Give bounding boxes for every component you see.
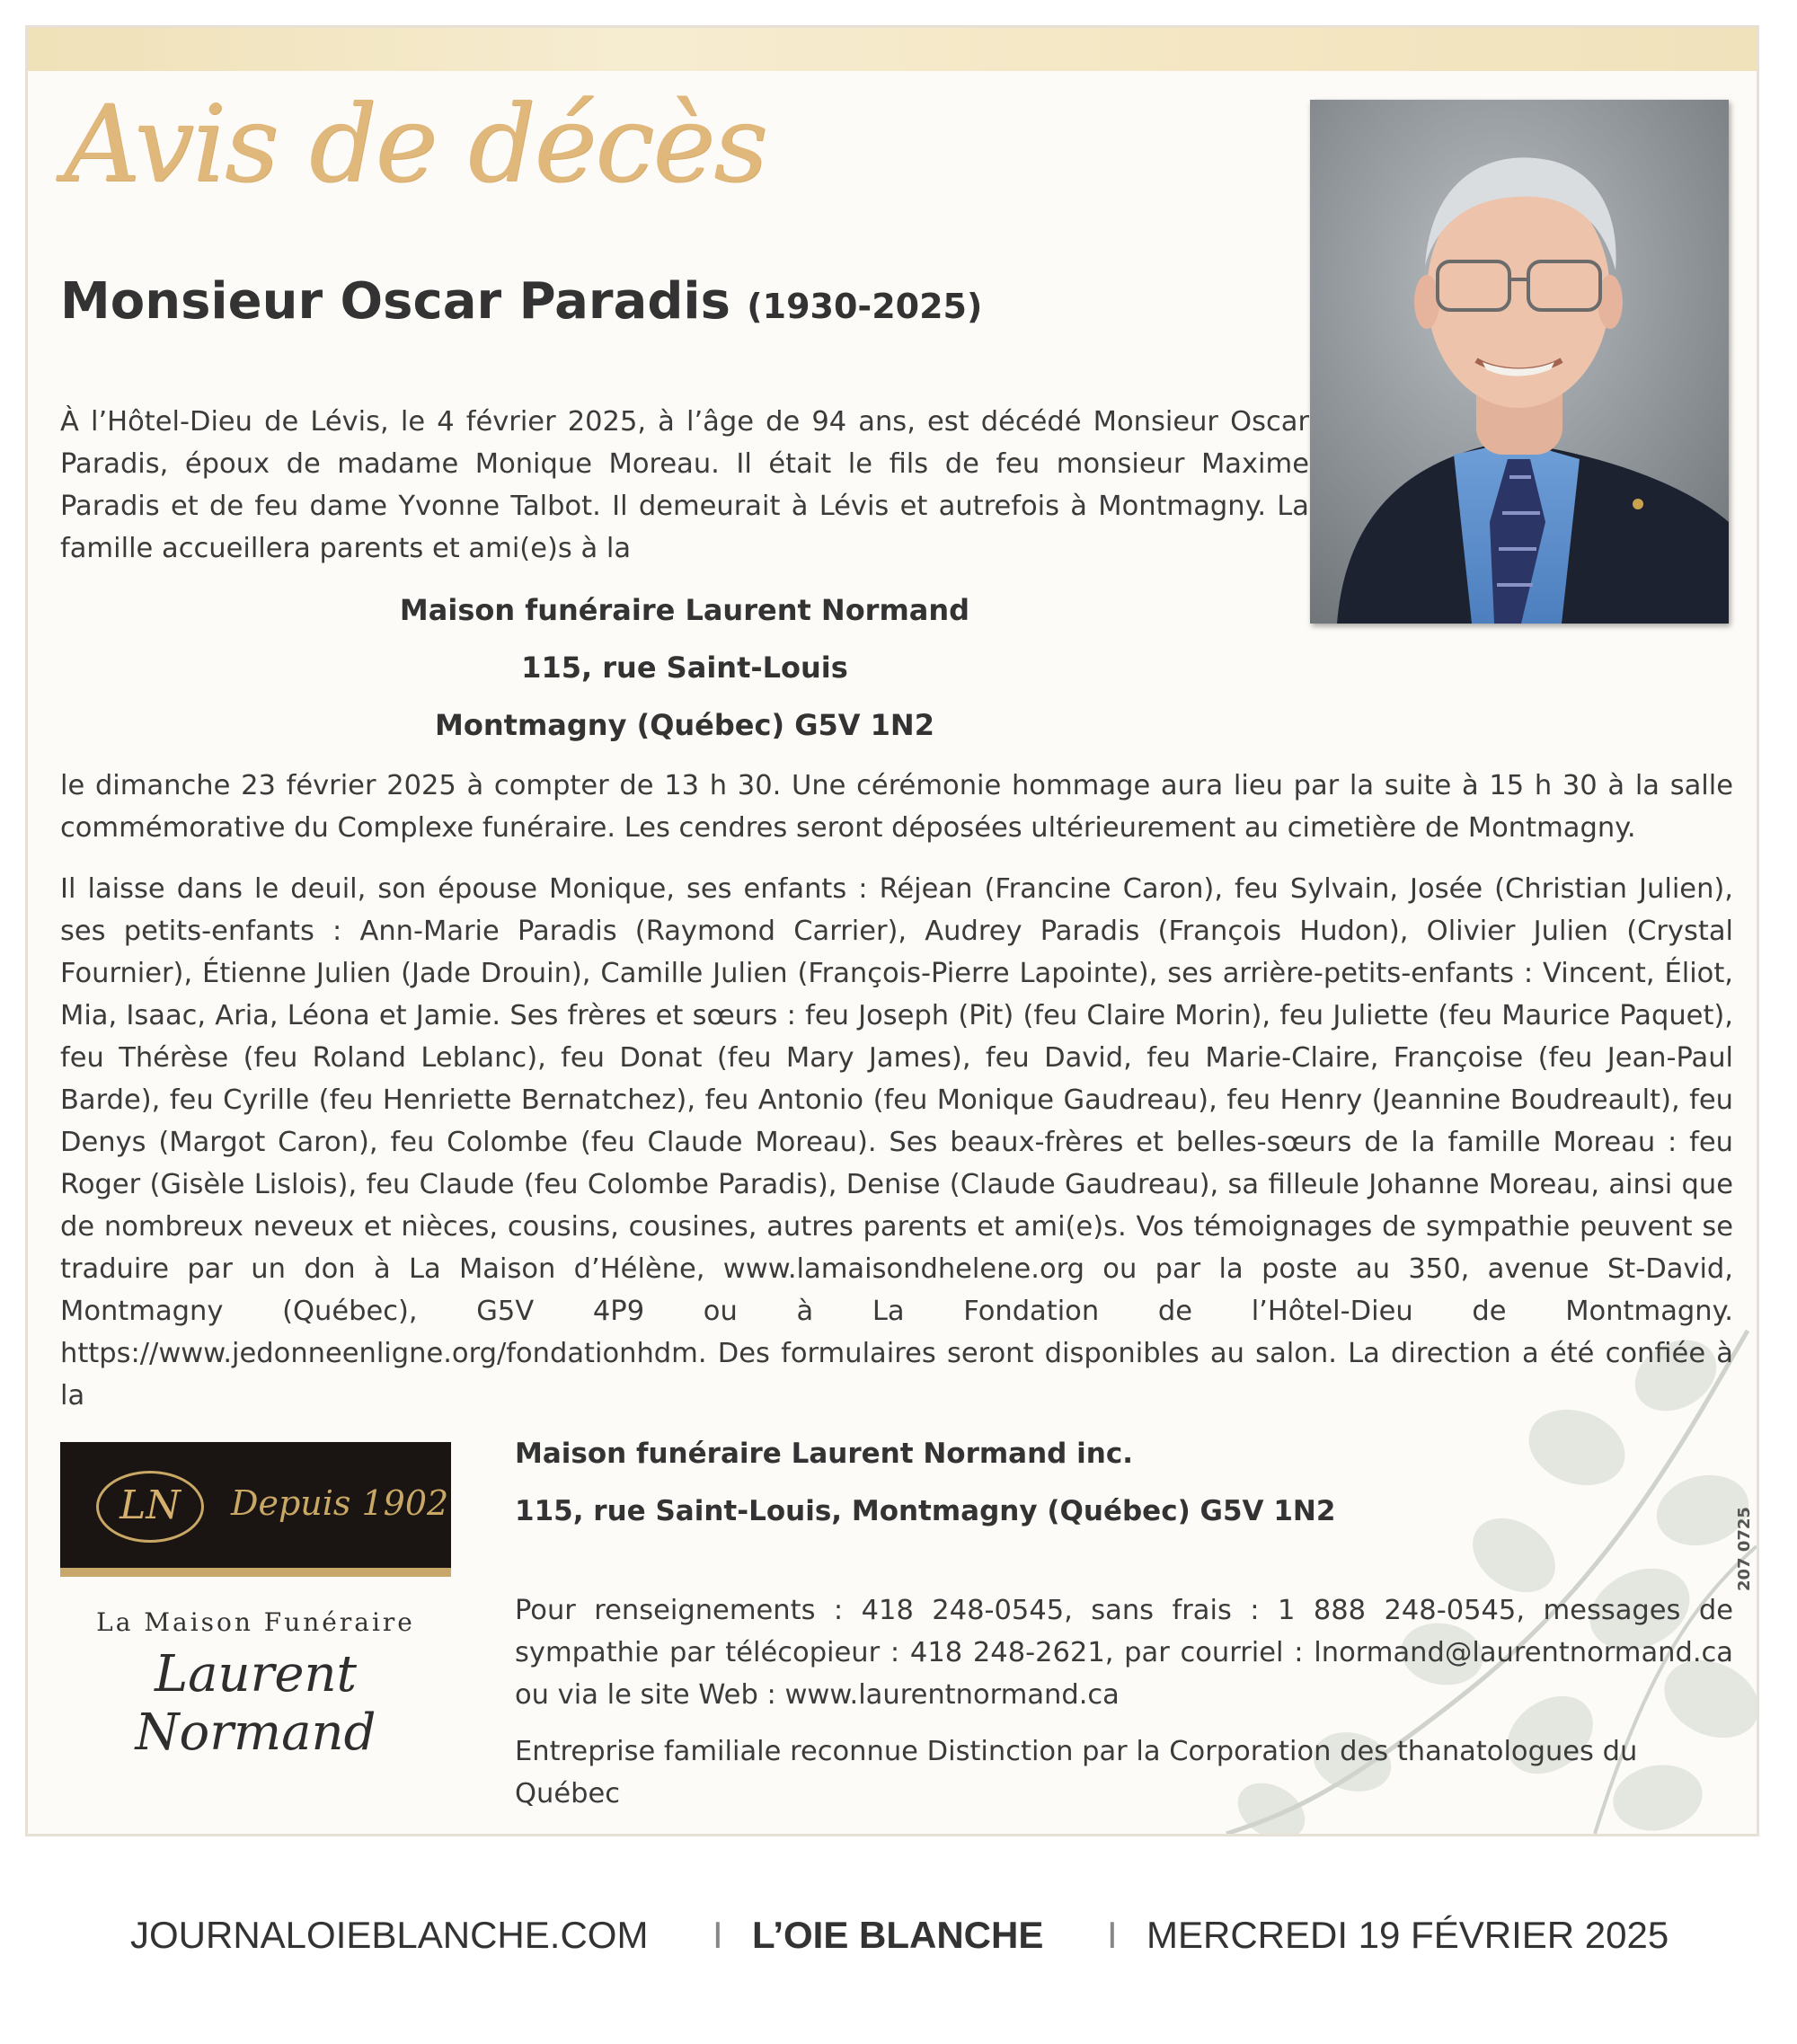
footer-site: JOURNALOIEBLANCHE.COM <box>130 1914 649 1956</box>
notice-script-title: Avis de décès <box>64 82 766 206</box>
visitation-paragraph: le dimanche 23 février 2025 à compter de 13 h 30. Une cérémonie hommage aura lieu par la suite à 15 h 30 à la salle commémorative du Complexe funéraire. Les cendres seront déposées ultérieurement au cimetière de Montmagny. <box>60 770 1733 844</box>
contact-info: Pour renseignements : 418 248-0545, sans frais : 1 888 248-0545, messages de sympathie par télécopieur : 418 248-2621, par courriel : lnormand@laurentnormand.ca ou via le site Web : www.laurentnormand.ca <box>515 1595 1733 1711</box>
footer-date: MERCREDI 19 FÉVRIER 2025 <box>1146 1914 1669 1956</box>
direction-street: 115, rue Saint-Louis, Montmagny (Québec) G5V 1N2 <box>515 1495 1336 1527</box>
intro-paragraph: À l’Hôtel-Dieu de Lévis, le 4 février 2025, à l’âge de 94 ans, est décédé Monsieur Oscar Paradis, époux de madame Monique Moreau. Il était le fils de feu monsieur Maxime Paradis et de feu dame Yvonne Talbot. Il demeurait à Lévis et autrefois à Montmagny. La famille accueillera parents et ami(e)s à la <box>60 406 1309 564</box>
funeral-home-address <box>60 581 1309 754</box>
footer-separator-2: I <box>1107 1914 1118 1956</box>
deceased-name: Monsieur Oscar Paradis <box>60 272 730 331</box>
obituary-notice <box>25 25 1759 1836</box>
logo-since-text: Depuis 1902 <box>231 1483 449 1523</box>
header-gold-band <box>28 28 1757 71</box>
footer-paper-name: L’OIE BLANCHE <box>752 1914 1044 1956</box>
ad-code: 207 0725 <box>1735 1507 1754 1591</box>
deceased-heading <box>60 272 982 331</box>
distinction-text: Entreprise familiale reconnue Distinction par la Corporation des thanatologues du Québec <box>515 1736 1638 1810</box>
deceased-years: (1930-2025) <box>747 287 983 326</box>
footer-separator: I <box>713 1914 723 1956</box>
logo-monogram: LN <box>96 1471 204 1543</box>
logo-script-name: Laurent Normand <box>135 1645 376 1762</box>
logo-caption: La Maison Funéraire <box>96 1607 415 1637</box>
funeral-home-city: Montmagny (Québec) G5V 1N2 <box>435 708 934 742</box>
funeral-home-street: 115, rue Saint-Louis <box>521 650 848 685</box>
funeral-home-logo <box>60 1442 451 1577</box>
funeral-home-name: Maison funéraire Laurent Normand <box>399 593 970 627</box>
direction-name: Maison funéraire Laurent Normand inc. <box>515 1438 1133 1470</box>
portrait-photo <box>1310 100 1729 624</box>
family-paragraph: Il laisse dans le deuil, son épouse Monique, ses enfants : Réjean (Francine Caron), feu Sylvain, Josée (Christian Julien), ses petits-enfants : Ann-Marie Paradis (Raymond Carrier), Audrey Paradis (François Hudon), Olivier Julien (Crystal Fournier), Étienne Julien (Jade Drouin), Camille Julien (François-Pierre Lapointe), ses arrière-petits-enfants : Vincent, Éliot, Mia, Isaac, Aria, Léona et Jamie. Ses frères et sœurs : feu Joseph (Pit) (feu Claire Morin), feu Juliette (feu Maurice Paquet), feu Thérèse (feu Roland Leblanc), feu Donat (feu Mary James), feu David, feu Marie-Claire, Françoise (feu Jean-Paul Barde), feu Cyrille (feu Henriette Bernatchez), feu Antonio (feu Monique Gaudreau), feu Henry (Jeannine Boudreault), feu Denys (Margot Caron), feu Colombe (feu Claude Moreau). Ses beaux-frères et belles-sœurs de la famille Moreau : feu Roger (Gisèle Lislois), feu Claude (feu Colombe Paradis), Denise (Claude Gaudreau), sa filleule Johanne Moreau, ainsi que de nombreux neveux et nièces, cousins, cousines, autres parents et ami(e)s. Vos témoignages de sympathie peuvent se traduire par un don à La Maison d’Hélène, www.lamaisondhelene.org ou par la poste au 350, avenue St-David, Montmagny (Québec), G5V 4P9 ou à La Fondation de l’Hôtel-Dieu de Montmagny. https://www.jedonneenligne.org/fondationhdm. Des formulaires seront disponibles au salon. La direction a été confiée à la <box>60 873 1733 1411</box>
direction-address <box>515 1425 1728 1540</box>
